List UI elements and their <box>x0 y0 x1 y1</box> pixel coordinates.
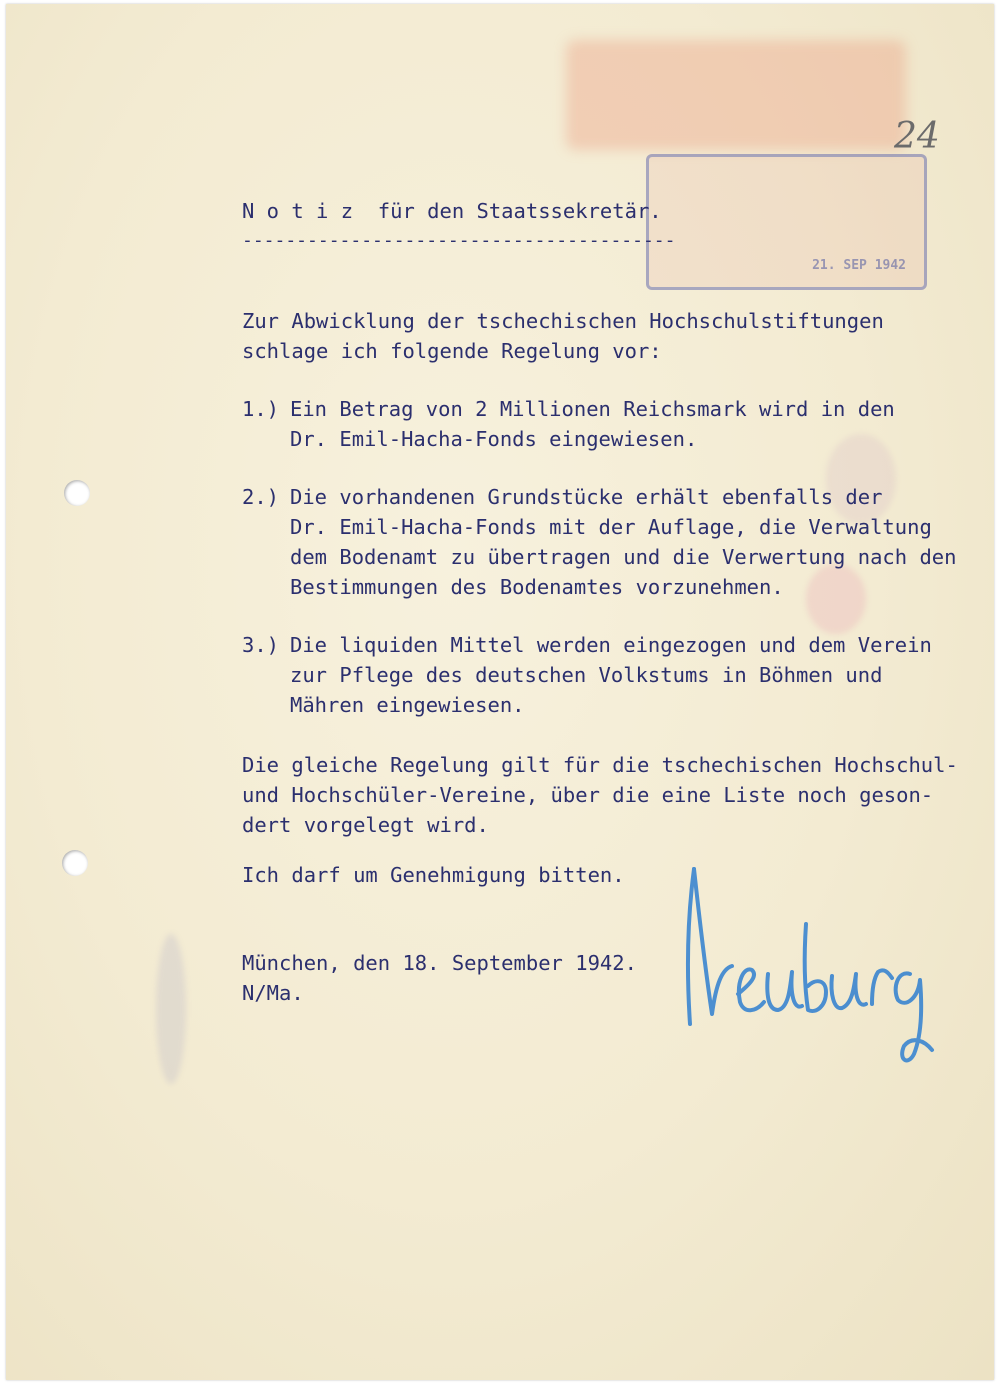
faint-ink-mark <box>806 564 866 634</box>
item-line: dem Bodenamt zu übertragen und die Verwertung nach den <box>290 545 957 569</box>
item-number: 2.) <box>242 485 280 509</box>
item-line: Die vorhandenen Grundstücke erhält ebenfalls der <box>290 485 883 509</box>
signature <box>666 854 966 1084</box>
faint-ink-mark <box>156 934 186 1084</box>
punch-hole-top <box>64 480 90 506</box>
item-line: Bestimmungen des Bodenamtes vorzunehmen. <box>290 575 784 599</box>
closing-line: dert vorgelegt wird. <box>242 813 489 837</box>
item-line: Dr. Emil-Hacha-Fonds mit der Auflage, die Verwaltung <box>290 515 932 539</box>
reference-initials: N/Ma. <box>242 981 304 1005</box>
heading-underline: ---------------------------------------- <box>242 230 676 251</box>
closing-line: Die gleiche Regelung gilt für die tschechischen Hochschul- <box>242 753 958 777</box>
red-stamp-mark <box>566 40 906 150</box>
document-page <box>6 4 994 1380</box>
item-line: zur Pflege des deutschen Volkstums in Böhmen und <box>290 663 883 687</box>
closing-line: und Hochschüler-Vereine, über die eine Liste noch geson- <box>242 783 934 807</box>
intro-line: schlage ich folgende Regelung vor: <box>242 339 662 363</box>
punch-hole-bottom <box>62 850 88 876</box>
item-line: Mähren eingewiesen. <box>290 693 525 717</box>
item-line: Ein Betrag von 2 Millionen Reichsmark wird in den <box>290 397 895 421</box>
intro-line: Zur Abwicklung der tschechischen Hochschulstiftungen <box>242 309 884 333</box>
item-number: 3.) <box>242 633 280 657</box>
place-date: München, den 18. September 1942. <box>242 951 637 975</box>
item-line: Dr. Emil-Hacha-Fonds eingewiesen. <box>290 427 698 451</box>
item-number: 1.) <box>242 397 280 421</box>
received-stamp <box>646 154 927 290</box>
document-heading: N o t i z für den Staatssekretär. <box>242 199 662 223</box>
page-number: 24 <box>894 116 940 157</box>
approval-request: Ich darf um Genehmigung bitten. <box>242 863 625 887</box>
stamp-date: 21. SEP 1942 <box>812 258 906 273</box>
item-line: Die liquiden Mittel werden eingezogen und dem Verein <box>290 633 932 657</box>
